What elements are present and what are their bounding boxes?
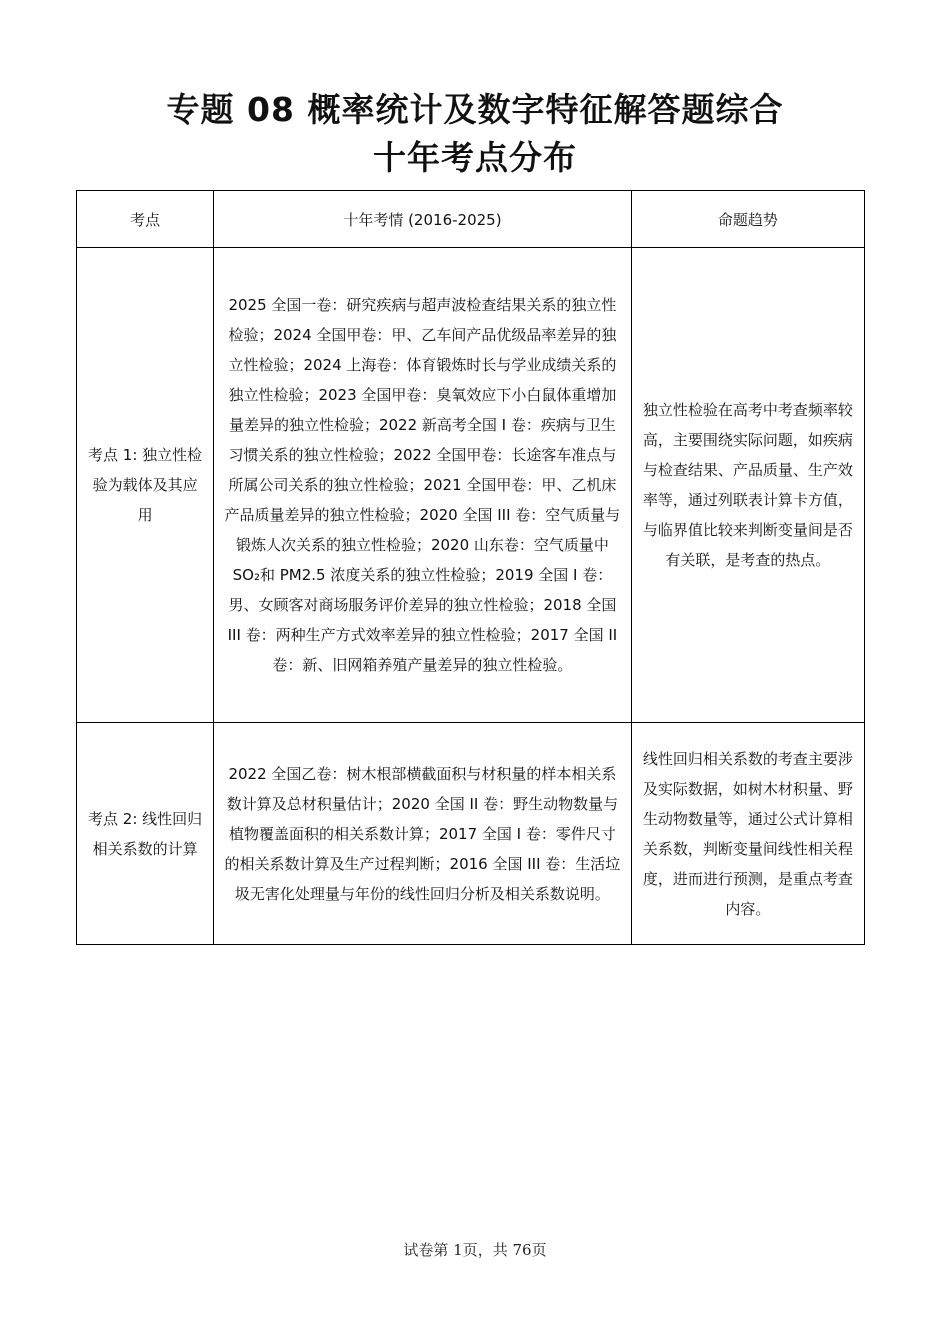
history-text: 2022 全国乙卷：树木根部横截面积与材积量的样本相关系数计算及总材积量估计；2020 全国 II 卷：野生动物数量与植物覆盖面积的相关系数计算；2017 全国 I 卷：零件尺寸的相关系数计算及生产过程判断；2016 全国 III 卷：生活垃圾无害化处理量与年份的线性回归分析及相关系数说明。 (224, 764, 621, 903)
trend-cell (631, 723, 864, 945)
table-row (77, 723, 865, 945)
topic-cell (77, 248, 214, 723)
document-title: 专题 08 概率统计及数字特征解答题综合 (166, 90, 784, 129)
history-cell (214, 723, 632, 945)
trend-cell (631, 248, 864, 723)
topic-distribution-table (76, 190, 865, 945)
topic-cell (77, 723, 214, 945)
header-history: 十年考情 (2016-2025) (214, 191, 632, 248)
history-text: 2025 全国一卷：研究疾病与超声波检查结果关系的独立性检验；2024 全国甲卷：甲、乙车间产品优级品率差异的独立性检验；2024 上海卷：体育锻炼时长与学业成绩关系的独立性检验；2023 全国甲卷：臭氧效应下小白鼠体重增加量差异的独立性检验；2022 新高考全国 Ⅰ 卷：疾病与卫生习惯关系的独立性检验；2022 全国甲卷：长途客车准点与所属公司关系的独立性检验；2021 全国甲卷：甲、乙机床产品质量差异的独立性检验；2020 全国 III 卷：空气质量与锻炼人次关系的独立性检验；2020 山东卷：空气质量中 SO₂和 PM2.5 浓度关系的独立性检验；2019 全国 I 卷：男、女顾客对商场服务评价差异的独立性检验；2018 全国 III 卷：两种生产方式效率差异的独立性检验；2017 全国 II 卷：新、旧网箱养殖产量差异的独立性检验。 (224, 296, 621, 674)
trend-text: 线性回归相关系数的考查主要涉及实际数据，如树木材积量、野生动物数量等，通过公式计算相关系数，判断变量间线性相关程度，进而进行预测，是重点考查内容。 (642, 749, 853, 918)
table-header-row (77, 191, 865, 248)
table-row (77, 248, 865, 723)
trend-text: 独立性检验在高考中考查频率较高，主要围绕实际问题，如疾病与检查结果、产品质量、生产效率等，通过列联表计算卡方值，与临界值比较来判断变量间是否有关联，是考查的热点。 (642, 401, 853, 569)
topic-text: 考点 2: 线性回归相关系数的计算 (88, 809, 203, 858)
topic-text: 考点 1: 独立性检验为载体及其应用 (88, 446, 203, 524)
document-subtitle: 十年考点分布 (373, 138, 577, 177)
history-cell (214, 248, 632, 723)
page-footer: 试卷第 1页，共 76页 (403, 1241, 547, 1259)
header-topic: 考点 (77, 191, 214, 248)
title-block (0, 86, 950, 182)
header-trend: 命题趋势 (631, 191, 864, 248)
